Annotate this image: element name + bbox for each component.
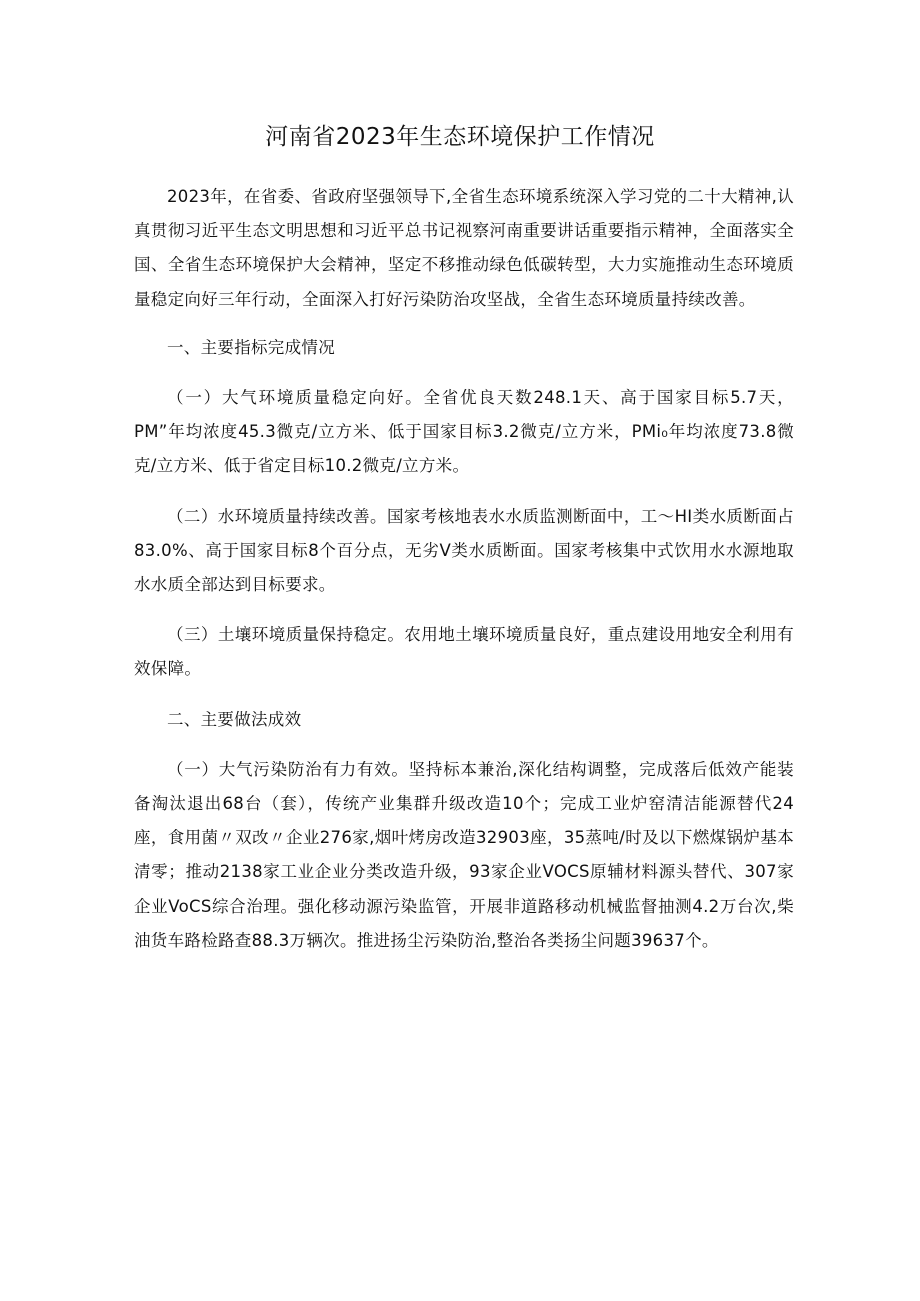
section-heading-main-measures: 二、主要做法成效: [167, 709, 302, 729]
paragraph-air-quality: （一）大气环境质量稳定向好。全省优良天数248.1天、高于国家目标5.7天，PM”年均浓度45.3微克/立方米、低于国家目标3.2微克/立方米，PMi₀年均浓度73.8微克/立方米、低于省定目标10.2微克/立方米。: [134, 388, 794, 476]
paragraph-air-pollution-control: （一）大气污染防治有力有效。坚持标本兼治,深化结构调整，完成落后低效产能装备淘汰退出68台（套），传统产业集群升级改造10个；完成工业炉窑清洁能源替代24座，食用菌〃双改〃企业276家,烟叶烤房改造32903座，35蒸吨/时及以下燃煤锅炉基本清零；推动2138家工业企业分类改造升级，93家企业VOCS原辅材料源头替代、307家企业VoCS综合治理。强化移动源污染监管，开展非道路移动机械监督抽测4.2万台次,柴油货车路检路查88.3万辆次。推进扬尘污染防治,整治各类扬尘问题39637个。: [134, 759, 794, 950]
intro-paragraph: 2023年，在省委、省政府坚强领导下,全省生态环境系统深入学习党的二十大精神,认真贯彻习近平生态文明思想和习近平总书记视察河南重要讲话重要指示精神，全面落实全国、全省生态环境保护大会精神，坚定不移推动绿色低碳转型，大力实施推动生态环境质量稳定向好三年行动，全面深入打好污染防治攻坚战，全省生态环境质量持续改善。: [134, 187, 794, 309]
paragraph-soil-quality: （三）土壤环境质量保持稳定。农用地土壤环境质量良好，重点建设用地安全利用有效保障。: [134, 625, 794, 679]
document-title: 河南省2023年生态环境保护工作情况: [265, 124, 655, 150]
paragraph-water-quality: （二）水环境质量持续改善。国家考核地表水水质监测断面中，工〜HI类水质断面占83.0%、高于国家目标8个百分点，无劣V类水质断面。国家考核集中式饮用水水源地取水水质全部达到目标要求。: [134, 506, 794, 595]
section-heading-main-indicators: 一、主要指标完成情况: [167, 337, 335, 357]
document-body: [134, 180, 794, 974]
